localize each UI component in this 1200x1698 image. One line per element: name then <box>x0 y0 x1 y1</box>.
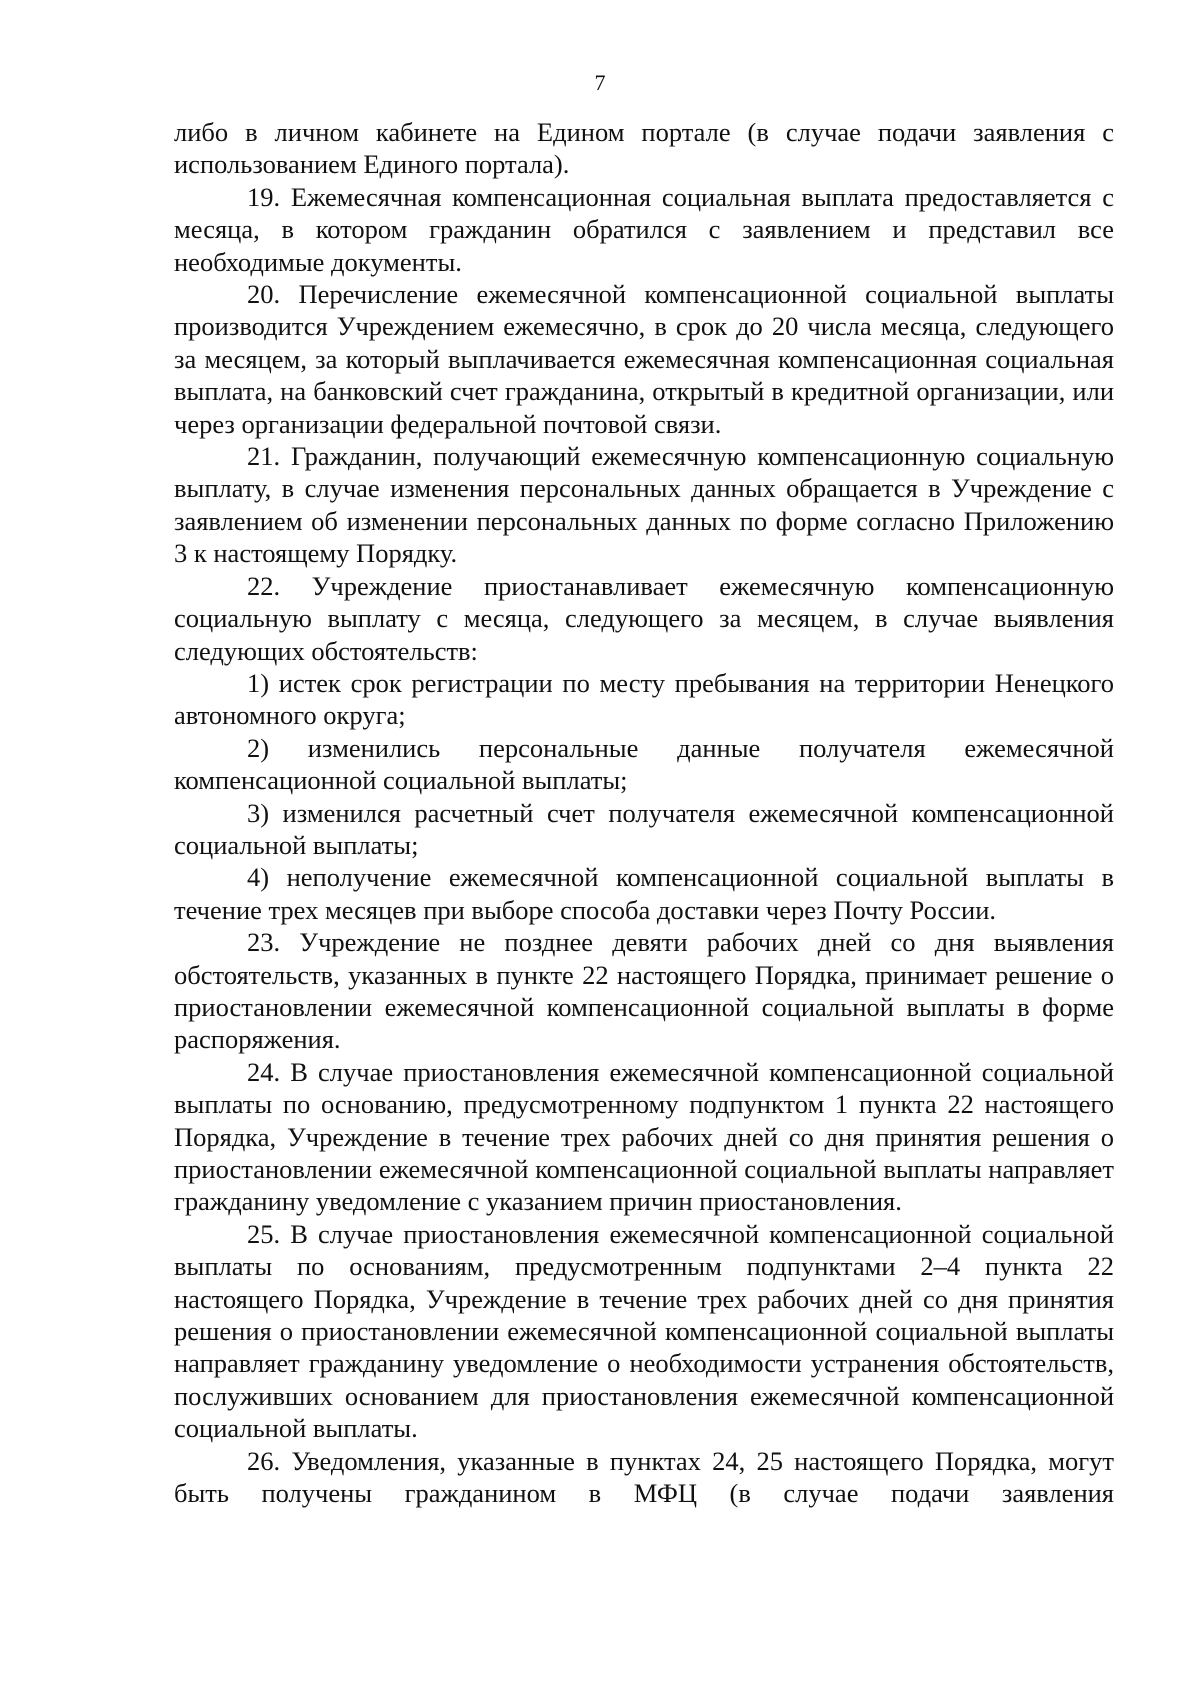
paragraph-26: 26. Уведомления, указанные в пунктах 24, 25 настоящего Порядка, могут быть получены гражданином в МФЦ (в случае подачи заявления <box>174 1445 1114 1509</box>
subparagraph-22-1: 1) истек срок регистрации по месту пребывания на территории Ненецкого автономного округа; <box>174 667 1114 731</box>
paragraph-25: 25. В случае приостановления ежемесячной компенсационной социальной выплаты по основаниям, предусмотренным подпунктами 2–4 пункта 22 настоящего Порядка, Учреждение в течение трех рабочих дней со дня принятия решения о приостановлении ежемесячной компенсационной социальной выплаты направляет гражданину уведомление о необходимости устранения обстоятельств, послуживших основанием для приостановления ежемесячной компенсационной социальной выплаты. <box>174 1218 1114 1444</box>
page-number: 7 <box>594 70 606 95</box>
paragraph-continuation: либо в личном кабинете на Едином портале (в случае подачи заявления с использованием Единого портала). <box>174 117 1114 180</box>
paragraph-20: 20. Перечисление ежемесячной компенсационной социальной выплаты производится Учреждением ежемесячно, в срок до 20 числа месяца, следующего за месяцем, за который выплачивается ежемесячная компенсационная социальная выплата, на банковский счет гражданина, открытый в кредитной организации, или через организации федеральной почтовой связи. <box>174 279 1114 439</box>
paragraph-19: 19. Ежемесячная компенсационная социальная выплата предоставляется с месяца, в котором гражданин обратился с заявлением и представил все необходимые документы. <box>174 181 1114 277</box>
paragraph-22: 22. Учреждение приостанавливает ежемесячную компенсационную социальную выплату с месяца, следующего за месяцем, в случае выявления следующих обстоятельств: <box>174 570 1114 666</box>
paragraph-23: 23. Учреждение не позднее девяти рабочих дней со дня выявления обстоятельств, указанных в пункте 22 настоящего Порядка, принимает решение о приостановлении ежемесячной компенсационной социальной выплаты в форме распоряжения. <box>174 927 1114 1055</box>
subparagraph-22-2: 2) изменились персональные данные получателя ежемесячной компенсационной социальной выплаты; <box>174 732 1114 796</box>
subparagraph-22-3: 3) изменился расчетный счет получателя ежемесячной компенсационной социальной выплаты; <box>174 797 1114 860</box>
paragraph-24: 24. В случае приостановления ежемесячной компенсационной социальной выплаты по основанию, предусмотренному подпунктом 1 пункта 22 настоящего Порядка, Учреждение в течение трех рабочих дней со дня принятия решения о приостановлении ежемесячной компенсационной социальной выплаты направляет гражданину уведомление с указанием причин приостановления. <box>174 1056 1114 1217</box>
paragraph-21: 21. Гражданин, получающий ежемесячную компенсационную социальную выплату, в случае изменения персональных данных обращается в Учреждение с заявлением об изменении персональных данных по форме согласно Приложению 3 к настоящему Порядку. <box>174 441 1114 569</box>
subparagraph-22-4: 4) неполучение ежемесячной компенсационной социальной выплаты в течение трех месяцев при выборе способа доставки через Почту России. <box>174 862 1114 925</box>
document-body <box>174 116 1114 1509</box>
